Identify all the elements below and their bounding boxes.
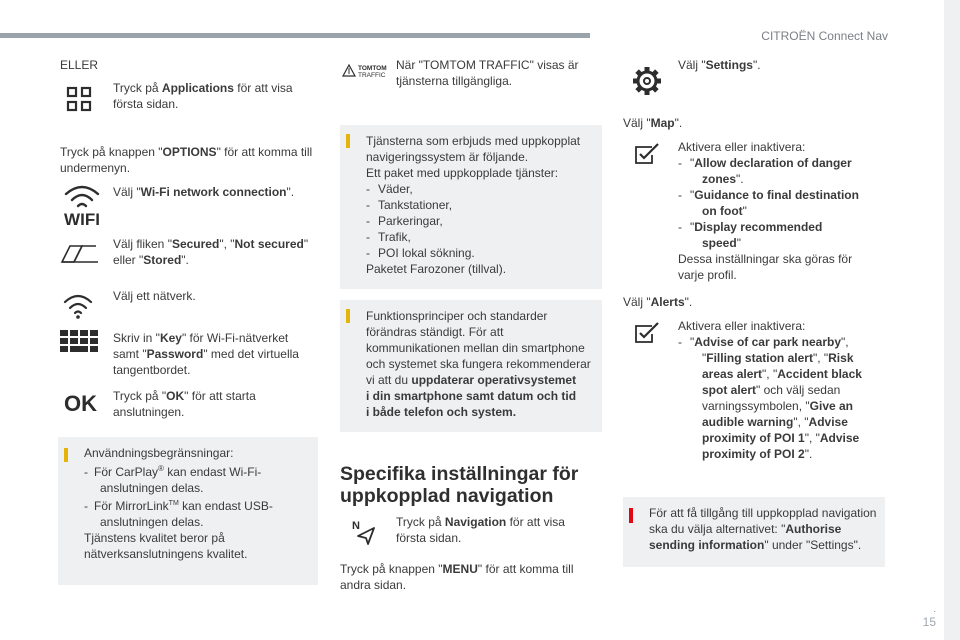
navigation-icon [352,518,378,546]
note-bar [64,448,68,462]
connected-services-note: Tjänsterna som erbjuds med uppkopplat navigeringssystem är följande. Ett paket med uppkopplade tjänster: - Väder, - Tankstationer, - Parkeringar, - Trafik, - POI lokal sökning. Paketet Farozoner (tillval). [340,125,602,289]
authorise-warning-note: För att få tillgång till uppkopplad navigation ska du välja alternativet: "Authorise sending information" under "Settings". [623,497,885,567]
security-tabs-text: Välj fliken "Secured", "Not secured" eller "Stored". [113,237,309,267]
tomtom-traffic-icon [341,62,387,80]
header-bar [0,33,590,38]
options-text: Tryck på knappen "OPTIONS" för att komma till undermenyn. [60,145,313,175]
ok-text: Tryck på "OK" för att starta anslutningen. [113,389,256,419]
side-tab [944,0,960,640]
page-number: 15 [922,615,936,629]
tabs-icon [60,240,100,268]
tab-mark: . [933,604,936,615]
note-bar [346,134,350,148]
keyboard-icon [60,330,98,358]
settings-text: Välj "Settings". [678,58,761,72]
alerts-text: Välj "Alerts". [623,295,693,309]
svg-text:TRAFFIC: TRAFFIC [358,72,386,79]
checkbox-icon [634,143,660,165]
key-password-text: Skriv in "Key" för Wi-Fi-nätverket samt "Password" med det virtuella tangentbordet. [113,331,299,377]
warning-bar [629,508,633,523]
menu-text: Tryck på knappen "MENU" för att komma till andra sidan. [340,562,574,592]
wifi-icon [60,180,104,226]
network-text: Välj ett nätverk. [113,289,196,303]
svg-text:N: N [352,520,360,532]
usage-limitations-note: Användningsbegränsningar: - För CarPlay® kan endast Wi-Fi- anslutningen delas. - För MirrorLink™ kan endast USB- anslutningen delas. Tjänstens kvalitet beror på nätverksanslutningens kvalitet. [58,437,318,585]
network-icon [62,292,94,320]
section-heading: Specifika inställningar för uppkopplad navigation [340,463,579,507]
note-bar [346,309,350,323]
wifi-network-text: Välj "Wi-Fi network connection". [113,185,295,199]
settings-gear-icon [632,66,662,96]
header-title: CITROËN Connect Nav [761,29,888,43]
navigation-text: Tryck på Navigation för att visa första sidan. [396,515,565,545]
svg-text:TOMTOM: TOMTOM [358,65,387,72]
checkbox-icon [634,322,660,344]
applications-icon [66,86,92,112]
ok-icon: OK [64,391,97,416]
operating-principles-note: Funktionsprinciper och standarder förändras ständigt. För att kommunikationen mellan din smartphone och systemet ska fungera rekommenderar vi att du uppdaterar operativsystemet i din smartphone samt datum och tid i både telefon och system. [340,300,602,432]
map-options-text: Aktivera eller inaktivera: - "Allow declaration of danger zones". - "Guidance to final destination on foot" - "Display recommended speed" Dessa inställningar ska göras för varje profil. [678,140,859,282]
applications-text: Tryck på Applications för att visa första sidan. [113,81,293,111]
map-text: Välj "Map". [623,116,683,130]
eller-text: ELLER [60,58,99,72]
wifi-icon-label: WIFI [64,210,100,226]
alert-options-text: Aktivera eller inaktivera: - "Advise of car park nearby", "Filling station alert", "Risk areas alert", "Accident black spot alert" och välj sedan varningssymbolen, "Give an audible warning", "Advise proximity of POI 1", "Advise proximity of POI 2". [678,319,862,461]
tomtom-text: När "TOMTOM TRAFFIC" visas är tjänsterna tillgängliga. [396,58,579,88]
